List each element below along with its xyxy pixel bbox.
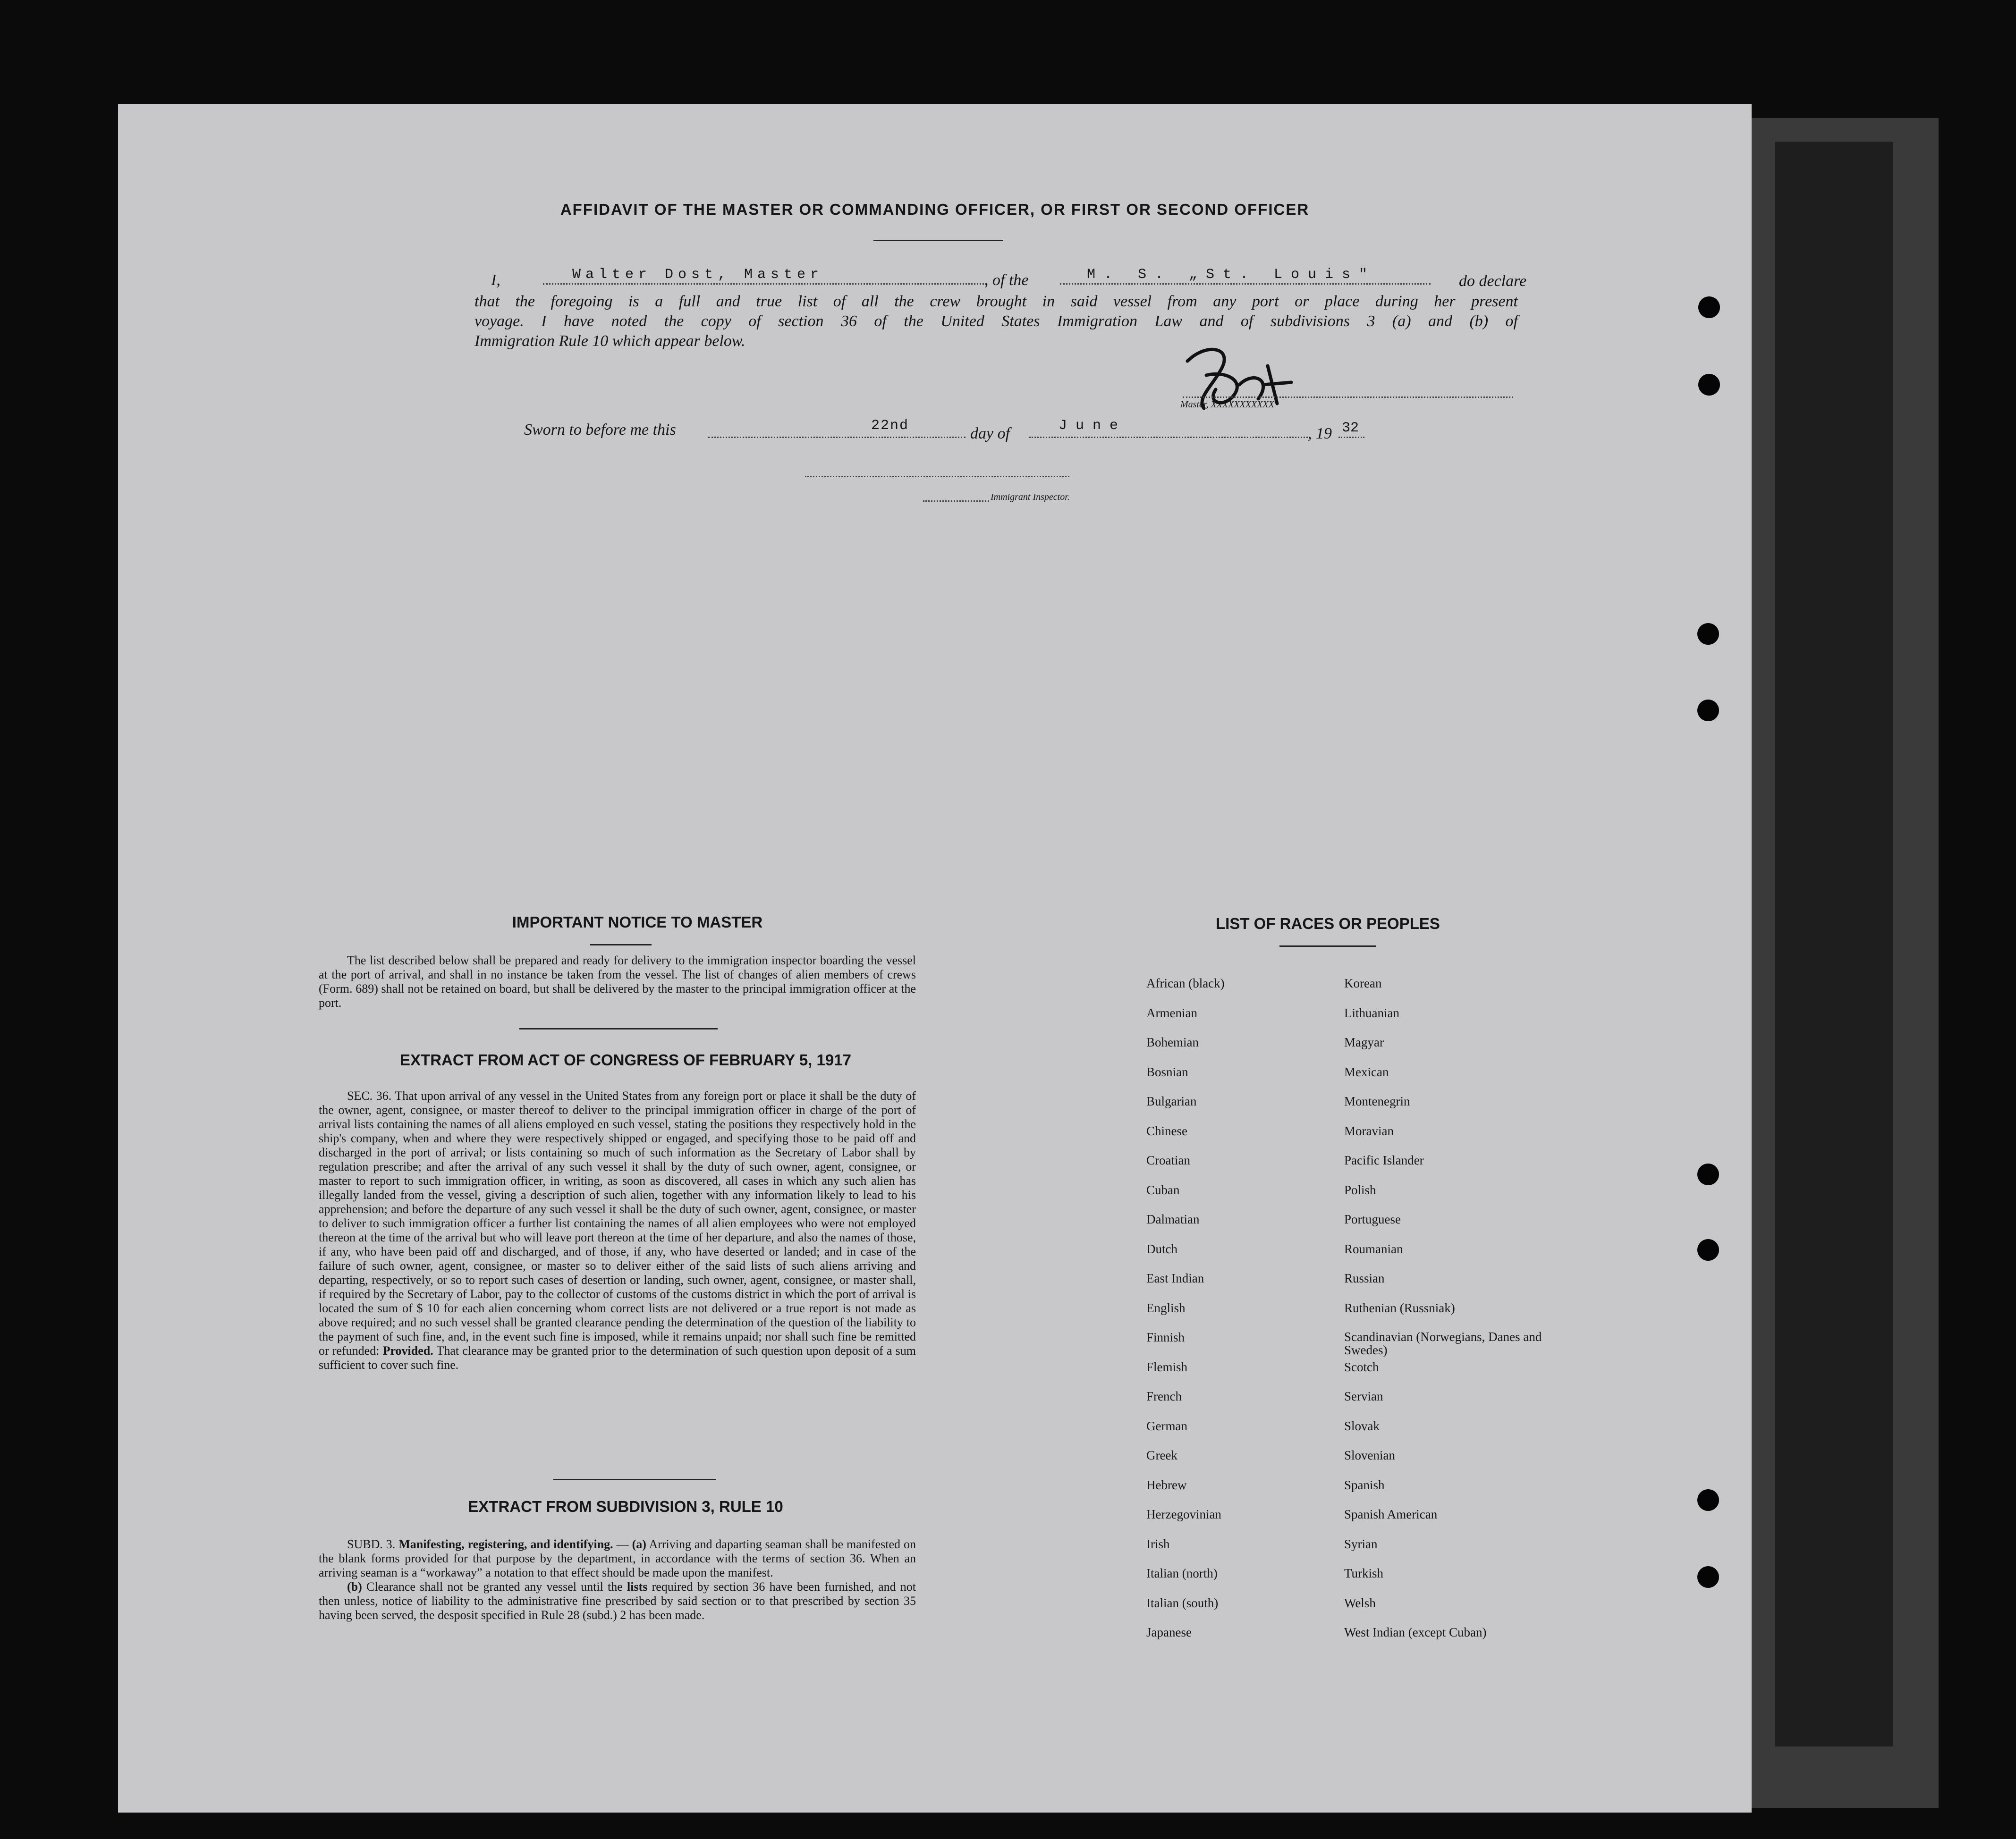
punch-hole <box>1697 1239 1719 1261</box>
affidavit-body-line-2: voyage. I have noted the copy of section 36 of the United States Immigration Law and of subdivisions 3 (a) and (b) of <box>474 312 1518 330</box>
race-item: Irish <box>1146 1536 1170 1551</box>
race-item: Finnish <box>1146 1330 1185 1344</box>
race-item: Servian <box>1344 1389 1383 1403</box>
race-item: Russian <box>1344 1271 1385 1285</box>
inspector-label: Immigrant Inspector. <box>991 492 1070 502</box>
race-item: Spanish <box>1344 1477 1385 1492</box>
title-rule <box>873 240 1003 241</box>
race-item: Moravian <box>1344 1123 1394 1138</box>
race-item: Lithuanian <box>1344 1005 1399 1020</box>
affidavit-title: AFFIDAVIT OF THE MASTER OR COMMANDING OFFICER, OR FIRST OR SECOND OFFICER <box>560 201 1310 218</box>
of-the-label: , of the <box>984 271 1029 289</box>
race-item: Italian (north) <box>1146 1566 1218 1580</box>
race-item: German <box>1146 1418 1187 1433</box>
act-divider <box>553 1479 716 1480</box>
race-item: Magyar <box>1344 1035 1384 1049</box>
day-of-label: day of <box>970 425 1010 442</box>
race-item: Cuban <box>1146 1182 1180 1197</box>
race-item: Greek <box>1146 1448 1177 1462</box>
punch-hole <box>1697 1566 1719 1588</box>
race-item: Japanese <box>1146 1625 1192 1639</box>
year-line <box>1338 437 1364 438</box>
race-item: Mexican <box>1344 1064 1389 1079</box>
punch-hole <box>1697 700 1719 721</box>
notice-title: IMPORTANT NOTICE TO MASTER <box>512 913 763 931</box>
punch-hole <box>1697 623 1719 645</box>
signature-title: Master, XXXXXXXXXXX <box>1180 399 1274 410</box>
document-page <box>118 104 1752 1813</box>
race-item: Hebrew <box>1146 1477 1187 1492</box>
punch-hole <box>1698 374 1720 396</box>
master-name: Walter Dost, Master <box>572 267 824 283</box>
notice-text: The list described below shall be prepared and ready for delivery to the immigration inspector boarding the vessel at the port of arrival, and shall in no instance be taken from the vessel. The list of changes of alien members of crews (Form. 689) shall not be retained on board, but shall be delivered by the master to the principal immigration officer at the port. <box>319 953 916 1010</box>
race-item: Turkish <box>1344 1566 1384 1580</box>
month-value: June <box>1059 418 1127 434</box>
act-text: SEC. 36. That upon arrival of any vessel in the United States from any foreign port or place it shall be the duty of the owner, agent, consignee, or master thereof to deliver to the principal immigration officer in charge of the port of arrival lists containing the names of all aliens employed en such vessel, stating the positions they respectively hold in the ship's company, when and where they were respectively shipped or engaged, and specifying those to be paid off and discharged in the port of arrival; or lists containing so much of such information as the Secretary of Labor shall by regulation prescribe; and after the arrival of any such vessel it shall by the duty of such owner, agent, consignee, or master to report to such immigration officer, in writing, as soon as discovered, all cases in which any such alien has illegally landed from the vessel, giving a description of such alien, together with any information likely to lead to his apprehension; and before the departure of any such vessel it shall be the duty of such owner, agent, consignee, or master to deliver to such immigration officer a further list containing the names of all alien employees who were not employed thereon at the time of the arrival but who will leave port thereon at the time of her departure, and also the names of those, if any, who have been paid off and discharged, and of those, if any, who have deserted or landed; and in case of the failure of such owner, agent, consignee, or master so to deliver either of the said lists of such aliens arriving and departing, respectively, or so to report such cases of desertion or landing, such owner, agent, consignee, or master shall, if required by the Secretary of Labor, pay to the collector of customs of the customs district in which the port of arrival is located the sum of $ 10 for each alien concerning whom correct lists are not delivered or a true report is not made as above required; and no such vessel shall be granted clearance pending the determination of the question of the liability to the payment of such fine, and, in the event such fine is imposed, while it remains unpaid; nor shall such fine be remitted or refunded: Provided. That clearance may be granted prior to the determination of such question upon deposit of a sum sufficient to cover such fine. <box>319 1089 916 1372</box>
race-item: Korean <box>1344 976 1382 990</box>
races-title-rule <box>1279 945 1376 947</box>
race-item: Bosnian <box>1146 1064 1188 1079</box>
race-item: Slovenian <box>1344 1448 1395 1462</box>
race-item: West Indian (except Cuban) <box>1344 1625 1487 1639</box>
affidavit-body-line-3: Immigration Rule 10 which appear below. <box>474 332 745 350</box>
race-item: Bohemian <box>1146 1035 1199 1049</box>
i-label: I, <box>491 271 500 289</box>
vessel-name: M. S. „St. Louis" <box>1087 267 1376 283</box>
race-item: Scandinavian (Norwegians, Danes and Swedes) <box>1344 1330 1542 1357</box>
inspector-signature-line <box>805 476 1069 477</box>
race-item: Polish <box>1344 1182 1376 1197</box>
provided-term: Provided. <box>382 1344 433 1358</box>
race-item: Slovak <box>1344 1418 1380 1433</box>
do-declare-label: do declare <box>1459 272 1527 290</box>
day-value: 22nd <box>871 418 909 434</box>
race-item: Portuguese <box>1344 1212 1401 1226</box>
race-item: Montenegrin <box>1344 1094 1410 1108</box>
punch-hole <box>1698 296 1720 318</box>
notice-title-rule <box>590 944 652 945</box>
races-column-2 <box>1344 976 1542 1655</box>
inspector-label-line <box>923 500 989 502</box>
race-item: Italian (south) <box>1146 1595 1219 1610</box>
punch-hole <box>1697 1489 1719 1511</box>
vessel-line <box>1060 283 1431 285</box>
race-item: Spanish American <box>1344 1507 1438 1521</box>
punch-hole <box>1697 1164 1719 1185</box>
race-item: Dalmatian <box>1146 1212 1200 1226</box>
year-value: 32 <box>1342 420 1359 436</box>
races-column-1 <box>1146 976 1335 1655</box>
race-item: Dutch <box>1146 1241 1177 1256</box>
race-item: Roumanian <box>1344 1241 1403 1256</box>
day-line <box>708 437 966 438</box>
race-item: French <box>1146 1389 1182 1403</box>
signature-line <box>1183 396 1513 398</box>
rule10-title: EXTRACT FROM SUBDIVISION 3, RULE 10 <box>468 1498 783 1515</box>
race-item: Armenian <box>1146 1005 1197 1020</box>
race-item: Herzegovinian <box>1146 1507 1221 1521</box>
month-line <box>1029 437 1310 438</box>
affidavit-body-line-1: that the foregoing is a full and true list of all the crew brought in said vessel from any port or place during her present <box>474 293 1518 310</box>
sworn-label: Sworn to before me this <box>524 421 676 439</box>
race-item: Croatian <box>1146 1153 1190 1167</box>
race-item: East Indian <box>1146 1271 1204 1285</box>
race-item: Syrian <box>1344 1536 1378 1551</box>
races-title: LIST OF RACES OR PEOPLES <box>1216 915 1440 932</box>
race-item: African (black) <box>1146 976 1225 990</box>
rule10-text: SUBD. 3. Manifesting, registering, and identifying. — (a) Arriving and daparting seaman shall be manifested on the blank forms provided for that purpose by the department, in accordance with the terms of section 36. When an arriving seaman is a “workaway” a notation to that effect should be made upon the manifest. (b) Clearance shall not be granted any vessel until the lists required by section 36 have been furnished, and not then unless, notice of liability to the administrative fine prescribed by said section or to that prescribed by section 35 having been served, the desposit specified in Rule 28 (subd.) 2 has been made. <box>319 1537 916 1622</box>
year-prefix: , 19 <box>1308 425 1332 442</box>
race-item: Pacific Islander <box>1344 1153 1424 1167</box>
act-title: EXTRACT FROM ACT OF CONGRESS OF FEBRUARY 5, 1917 <box>400 1051 851 1069</box>
race-item: Ruthenian (Russniak) <box>1344 1300 1455 1315</box>
race-item: Flemish <box>1146 1359 1188 1374</box>
name-line <box>543 283 987 285</box>
race-item: Welsh <box>1344 1595 1376 1610</box>
race-item: Chinese <box>1146 1123 1187 1138</box>
notice-divider <box>519 1028 718 1029</box>
race-item: English <box>1146 1300 1186 1315</box>
background-sheet-shadow <box>1775 142 1893 1746</box>
race-item: Scotch <box>1344 1359 1379 1374</box>
race-item: Bulgarian <box>1146 1094 1197 1108</box>
